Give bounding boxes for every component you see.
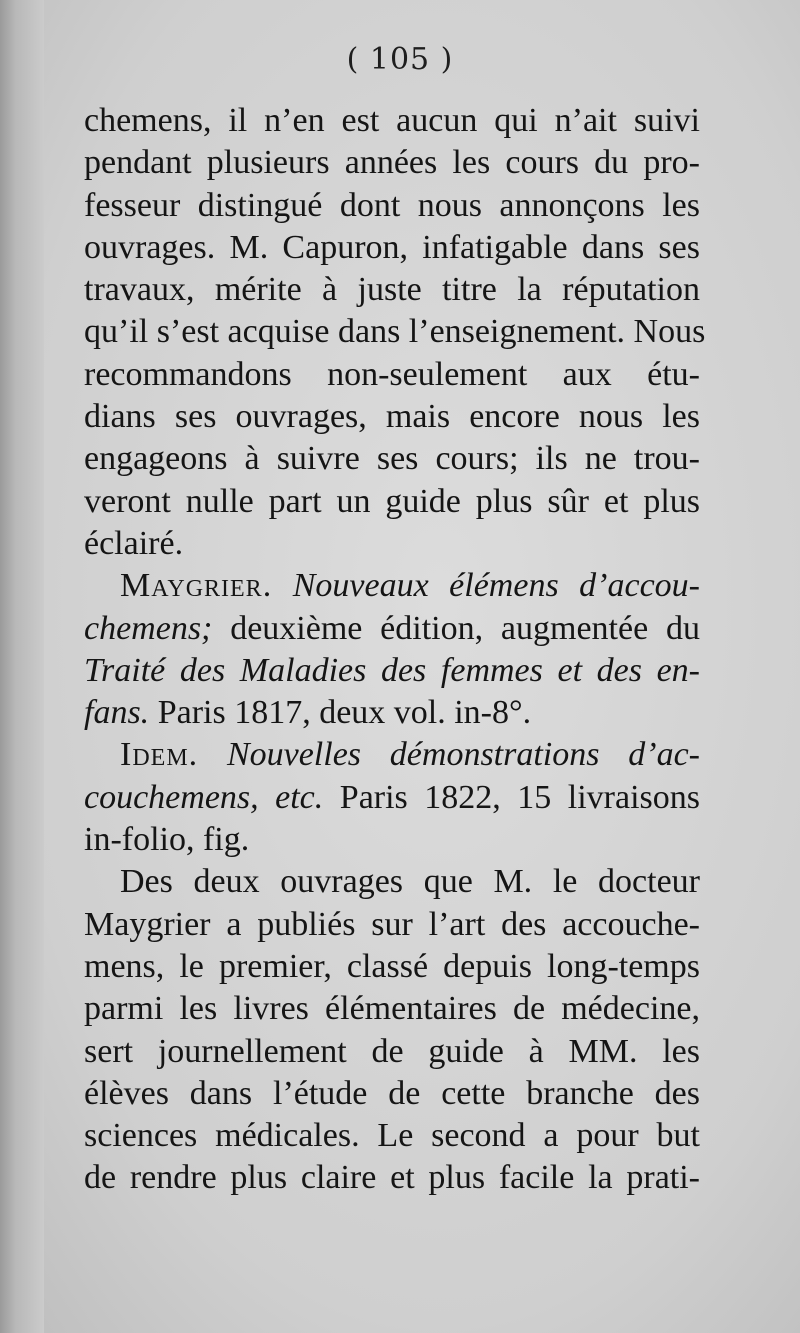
text-line: ouvrages. M. Capuron, infatigable dans ses [84, 228, 700, 266]
text-line: Maygrier a publiés sur l’art des accouche- [84, 905, 700, 943]
text-line: engageons à suivre ses cours; ils ne trou- [84, 440, 700, 478]
text-line: parmi les livres élémentaires de médecine, [84, 990, 700, 1028]
bibliography-entry-title [84, 565, 700, 607]
text-line: dians ses ouvrages, mais encore nous les [84, 398, 700, 436]
text-line: chemens; deuxième édition, augmentée du [84, 609, 700, 647]
text-line: fesseur distingué dont nous annonçons les [84, 186, 700, 224]
text-line: fans. Paris 1817, deux vol. in-8°. [84, 694, 532, 732]
text-line: travaux, mérite à juste titre la réputation [84, 271, 700, 309]
text-line: sciences médicales. Le second a pour but [84, 1117, 700, 1155]
body-text [84, 100, 706, 1200]
author-name: Idem. [120, 736, 199, 774]
text-line: qu’il s’est acquise dans l’enseignement. Nous [84, 313, 706, 351]
text-line: veront nulle part un guide plus sûr et plus [84, 482, 700, 520]
text-line: chemens, il n’en est aucun qui n’ait suivi [84, 102, 700, 139]
text-line: mens, le premier, classé depuis long-temps [84, 947, 700, 985]
book-title: Nouveaux élémens d’accou- [292, 567, 701, 605]
text-line: pendant plusieurs années les cours du pro- [84, 144, 700, 182]
text-line: recommandons non-seulement aux étu- [84, 355, 700, 393]
text-line: Des deux ouvrages que M. le docteur [120, 863, 700, 901]
bibliography-entry-title [84, 734, 700, 776]
text-line: in-folio, fig. [84, 821, 250, 859]
text-line: Traité des Maladies des femmes et des en- [84, 651, 700, 689]
text-line: éclairé. [84, 524, 184, 562]
page-spine-shadow [0, 0, 44, 1333]
text-line: de rendre plus claire et plus facile la prati- [84, 1159, 700, 1197]
book-title: Nouvelles démonstrations d’ac- [226, 736, 700, 774]
text-line: élèves dans l’étude de cette branche des [84, 1074, 700, 1112]
page-number: ( 105 ) [346, 42, 454, 77]
text-line: sert journellement de guide à MM. les [84, 1032, 700, 1070]
author-name: Maygrier. [120, 567, 273, 605]
text-line: couchemens, etc. Paris 1822, 15 livraisons [84, 778, 700, 816]
